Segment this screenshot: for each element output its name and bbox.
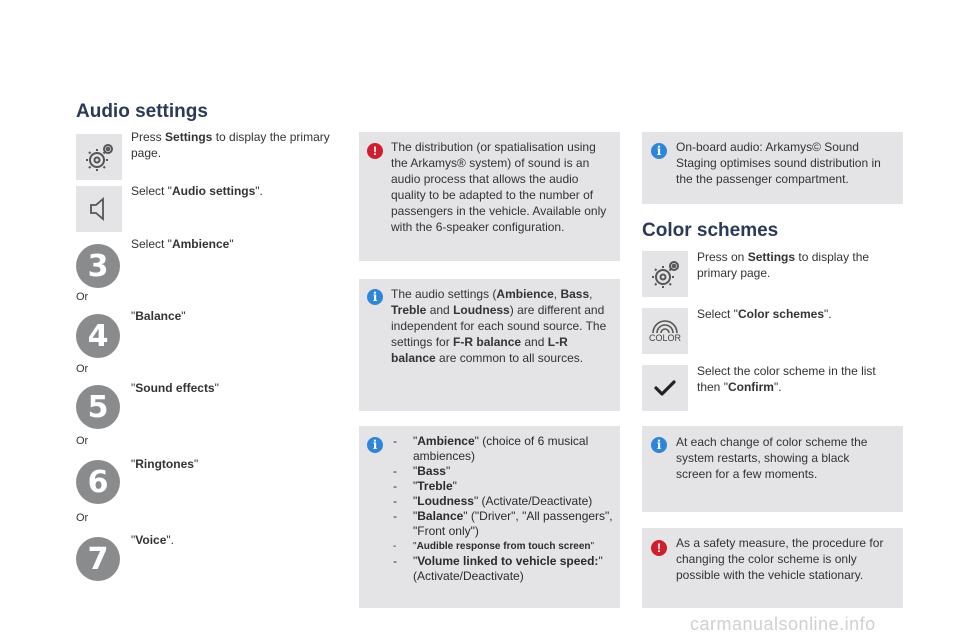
or-label: Or (76, 291, 89, 303)
color-icon-box (642, 308, 688, 354)
list-item: - "Ambience" (choice of 6 musical ambiences) (393, 434, 615, 464)
or-label: Or (76, 512, 89, 524)
gear-icon (648, 257, 682, 291)
color-arc-icon (650, 319, 680, 333)
audio-step-6: "Ringtones" (131, 457, 199, 471)
settings-icon-box (76, 134, 122, 180)
watermark: carmanualsonline.info (690, 614, 876, 634)
color-step-1: Press on Settings to display the primary page. (697, 250, 870, 280)
info-icon: i (651, 143, 667, 159)
list-item: - "Loudness" (Activate/Deactivate) (393, 494, 615, 509)
list-item: - "Bass" (393, 464, 615, 479)
confirm-icon-box (642, 365, 688, 411)
step-number-6: 6 (76, 460, 120, 504)
list-item: - "Balance" ("Driver", "All passengers", "Front only") (393, 509, 615, 539)
speaker-icon (84, 194, 114, 224)
speaker-icon-box (76, 186, 122, 232)
audio-step-1: Press Settings to display the primary page. (131, 130, 330, 160)
distribution-text: The distribution (or spatialisation using the Arkamys® system) of sound is an audio process that allows the audio quality to be adapted to the number of passengers in the vehicle. Available only with the 6-speaker configuration. (391, 140, 607, 234)
audio-step-2: Select "Audio settings". (131, 184, 263, 198)
gear-icon (82, 140, 116, 174)
safety-text: As a safety measure, the procedure for changing the color scheme is only possible with the vehicle stationary. (676, 536, 884, 582)
audio-step-4: "Balance" (131, 309, 186, 323)
or-label: Or (76, 435, 89, 447)
list-item: - "Audible response from touch screen" (393, 539, 615, 554)
settings-list (393, 434, 615, 584)
color-step-2: Select "Color schemes". (697, 307, 832, 321)
warning-icon: ! (367, 143, 383, 159)
warning-icon: ! (651, 540, 667, 556)
or-label: Or (76, 363, 89, 375)
audio-step-7: "Voice". (131, 533, 174, 547)
color-schemes-title: Color schemes (642, 220, 779, 241)
step-number-5: 5 (76, 385, 120, 429)
step-number-4: 4 (76, 314, 120, 358)
audio-settings-title: Audio settings (76, 101, 208, 122)
step-number-7: 7 (76, 537, 120, 581)
info-icon: i (651, 437, 667, 453)
color-icon-label: COLOR (648, 333, 681, 343)
list-item: - "Volume linked to vehicle speed:" (Activate/Deactivate) (393, 554, 615, 584)
settings-info-text: The audio settings (Ambience, Bass, Treble and Loudness) are different and independent for each sound source. The settings for F-R balance and L-R balance are common to all sources. (391, 287, 607, 365)
step-number-3: 3 (76, 244, 120, 288)
checkmark-icon (653, 378, 677, 398)
color-step-3: Select the color scheme in the list then "Confirm". (697, 364, 876, 394)
restart-text: At each change of color scheme the system restarts, showing a black screen for a few moments. (676, 435, 868, 481)
arkamys-text: On-board audio: Arkamys© Sound Staging optimises sound distribution in the the passenger compartment. (676, 140, 881, 186)
list-item: - "Treble" (393, 479, 615, 494)
audio-step-3: Select "Ambience" (131, 237, 234, 251)
audio-step-5: "Sound effects" (131, 381, 219, 395)
info-icon: i (367, 437, 383, 453)
info-icon: i (367, 289, 383, 305)
settings-icon-box (642, 251, 688, 297)
